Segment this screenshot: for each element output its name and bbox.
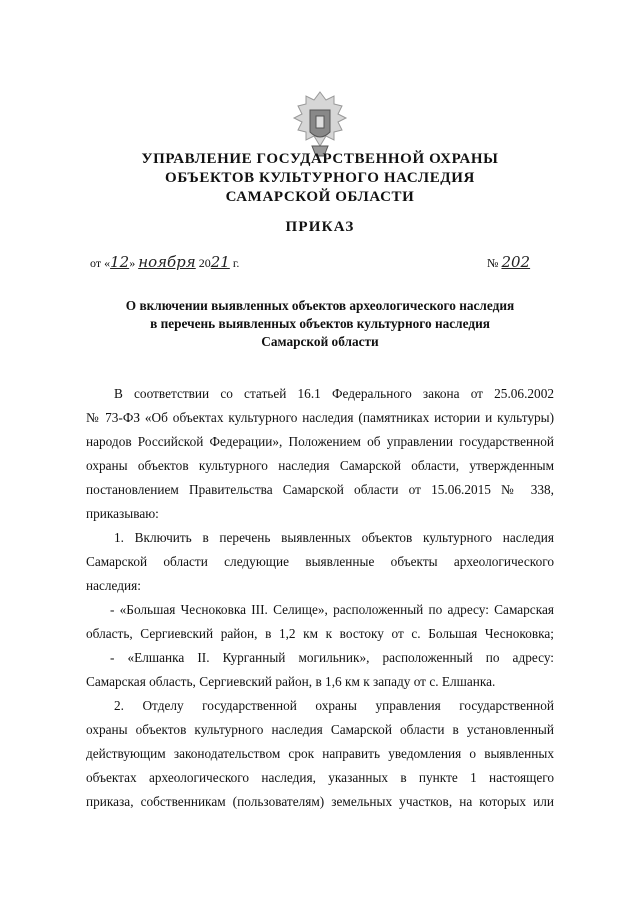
order-date [90, 253, 239, 271]
body-line-8: Самарской области следующие выявленные объекты археологического [86, 554, 554, 569]
body-line-7: 1. Включить в перечень выявленных объектов культурного наследия [114, 530, 554, 545]
order-number [487, 253, 530, 271]
body-line-1: В соответствии со статьей 16.1 Федерального закона от 25.06.2002 [114, 386, 554, 401]
body-line-17: объектах археологического наследия, указанных в пункте 1 настоящего [86, 770, 554, 785]
body-line-12: - «Елшанка II. Курганный могильник», расположенный по адресу: [110, 650, 554, 665]
title-line-2: в перечень выявленных объектов культурного наследия [150, 316, 490, 331]
date-suffix: г. [232, 256, 240, 270]
body-line-11: область, Сергиевский район, в 1,2 км к востоку от с. Большая Чесноковка; [86, 626, 554, 641]
org-name-line-1: УПРАВЛЕНИЕ ГОСУДАРСТВЕННОЙ ОХРАНЫ [141, 151, 499, 167]
body-line-9: наследия: [86, 578, 141, 593]
number-value: 202 [501, 253, 531, 271]
body-line-2: № 73-ФЗ «Об объектах культурного наследия (памятниках истории и культуры) [86, 410, 554, 425]
title-line-1: О включении выявленных объектов археологического наследия [125, 298, 515, 313]
body-line-3: народов Российской Федерации», Положением об управлении государственной [86, 434, 554, 449]
document-type: ПРИКАЗ [285, 219, 355, 235]
date-mid: » [129, 256, 136, 270]
body-line-14: 2. Отделу государственной охраны управления государственной [114, 698, 554, 713]
body-line-16: действующим законодательством срок направить уведомления о выявленных [86, 746, 554, 761]
body-line-18: приказа, собственникам (пользователям) земельных участков, на которых или [86, 794, 554, 809]
body-line-5: постановлением Правительства Самарской области от 15.06.2015 № 338, [86, 482, 554, 497]
org-name-line-3: САМАРСКОЙ ОБЛАСТИ [225, 189, 415, 205]
date-month: ноября [138, 253, 196, 271]
org-name-line-2: ОБЪЕКТОВ КУЛЬТУРНОГО НАСЛЕДИЯ [165, 170, 475, 186]
date-year-prefix: 20 [198, 256, 211, 270]
title-line-3: Самарской области [261, 334, 379, 349]
date-year: 21 [210, 253, 230, 271]
number-prefix: № [487, 256, 499, 270]
date-day: 12 [110, 253, 130, 271]
body-line-13: Самарская область, Сергиевский район, в 1,6 км к западу от с. Елшанка. [86, 674, 496, 689]
body-line-10: - «Большая Чесноковка III. Селище», расположенный по адресу: Самарская [110, 602, 554, 617]
date-prefix: от « [90, 256, 111, 270]
body-line-4: охраны объектов культурного наследия Самарской области, утвержденным [86, 458, 554, 473]
body-line-15: охраны объектов культурного наследия Самарской области в установленный [86, 722, 554, 737]
body-line-6: приказываю: [86, 506, 159, 521]
